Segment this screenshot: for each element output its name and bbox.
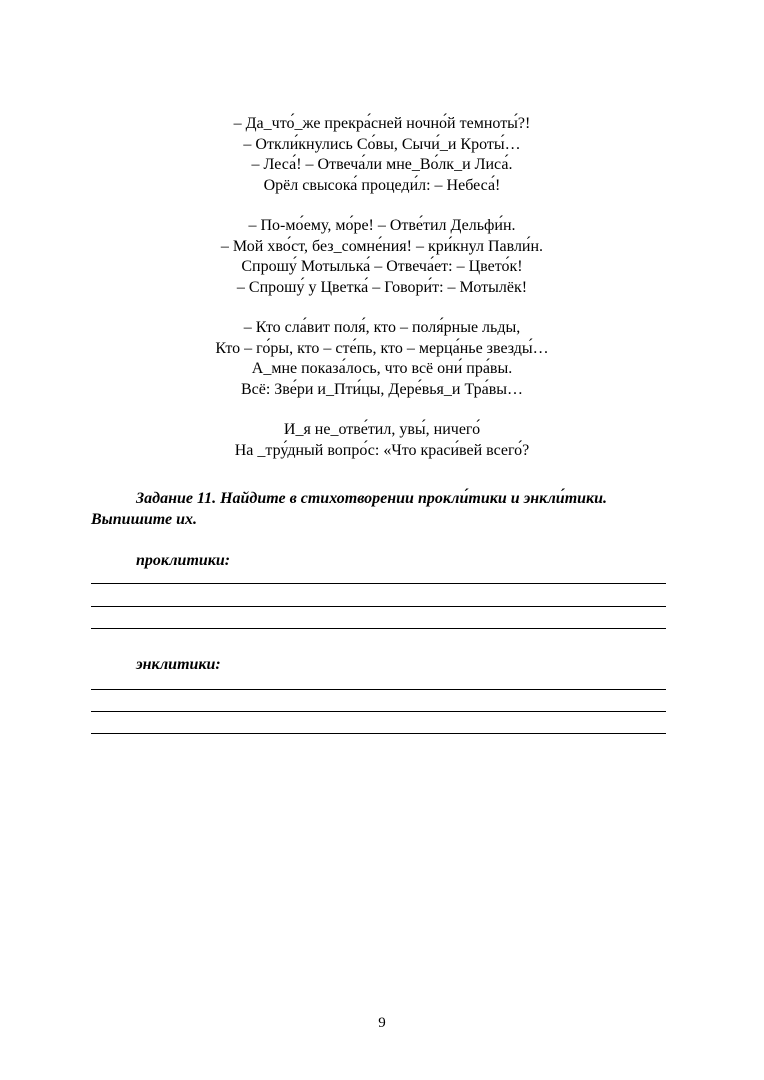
poem-line: – Да_что́_же прекра́сней ночно́й темноты́?!: [233, 115, 531, 132]
poem-line: Всё: Зве́ри и_Пти́цы, Дере́вья_и Тра́вы…: [240, 380, 524, 398]
poem-line: – Мой хво́ст, без_сомне́ния! – кри́кнул Павли́н.: [220, 237, 544, 255]
proclitics-label: проклитики:: [136, 552, 231, 569]
enclitics-answer-line-2[interactable]: [91, 711, 666, 712]
task-instruction: [91, 488, 671, 530]
poem-line: – Леса́! – Отвеча́ли мне_Во́лк_и Лиса́.: [251, 156, 513, 173]
poem-line: И_я не_отве́тил, увы́, ничего́: [283, 421, 481, 438]
enclitics-answer-line-3[interactable]: [91, 733, 666, 734]
task-text: Задание 11. Найдите в стихотворении прокли́тики и энкли́тики. Выпишите их.: [91, 490, 608, 528]
poem-line: Орёл свысока́ процеди́л: – Небеса́!: [263, 176, 501, 194]
poem-stanza-1: [0, 114, 764, 196]
enclitics-answer-line-1[interactable]: [91, 689, 666, 690]
poem-line: – Откли́кнулись Со́вы, Сычи́_и Кроты́…: [243, 135, 521, 153]
poem-line: А_мне показа́лось, что всё они́ пра́вы.: [251, 360, 513, 377]
proclitics-answer-line-3[interactable]: [91, 628, 666, 629]
poem-line: – Спрошу́ у Цветка́ – Говори́т: – Мотылёк!: [236, 278, 528, 296]
poem-stanza-2: [0, 216, 764, 298]
poem-line: – По-мо́ему, мо́ре! – Отве́тил Дельфи́н.: [248, 217, 516, 234]
poem-stanza-4: [0, 420, 764, 461]
enclitics-label: энклитики:: [136, 656, 221, 673]
poem-line: Спрошу́ Мотылька́ – Отвеча́ет: – Цвето́к!: [241, 258, 523, 275]
poem-line: На _тру́дный вопро́с: «Что краси́вей всего́?: [234, 441, 530, 459]
poem-line: – Кто сла́вит поля́, кто – поля́рные льды,: [243, 319, 521, 336]
proclitics-answer-line-2[interactable]: [91, 606, 666, 607]
page-number: 9: [378, 1015, 386, 1031]
poem: [0, 114, 764, 461]
poem-line: Кто – го́ры, кто – сте́пь, кто – мерца́нье звезды́…: [215, 339, 549, 357]
proclitics-answer-line-1[interactable]: [91, 583, 666, 584]
poem-stanza-3: [0, 318, 764, 400]
